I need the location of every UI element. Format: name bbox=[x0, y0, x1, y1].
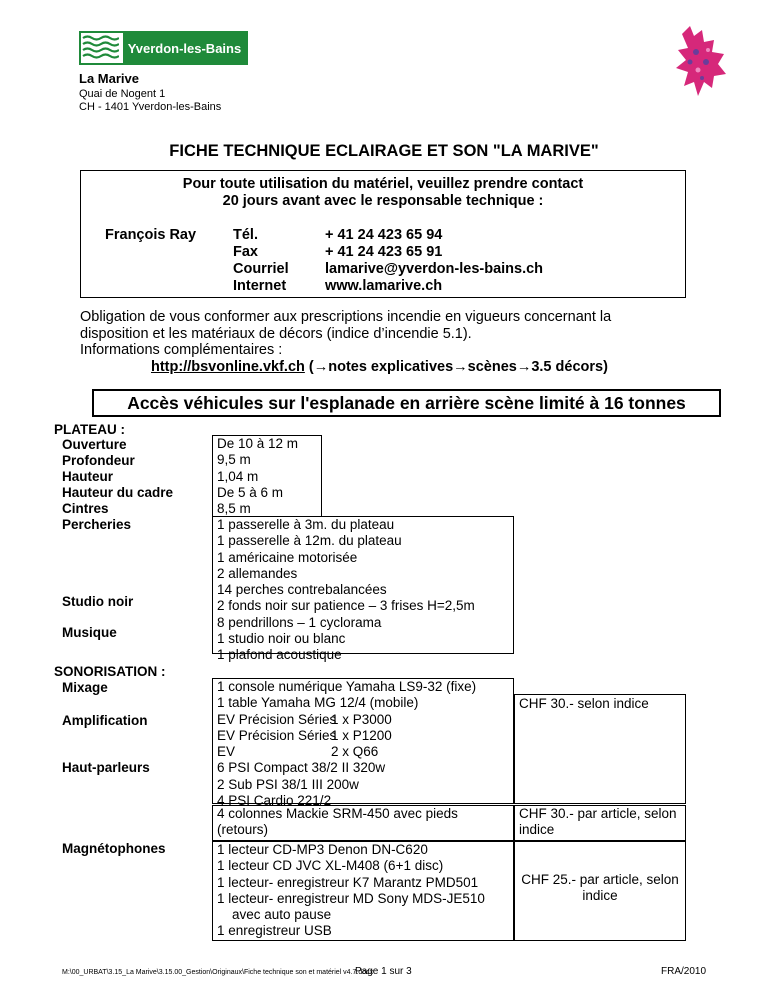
price-3-line-1: CHF 25.- par article, selon bbox=[521, 872, 679, 887]
list-item: 2 fonds noir sur patience – 3 frises H=2,5m bbox=[217, 598, 475, 614]
plateau-equipment-cell bbox=[212, 516, 514, 663]
hauteur-cadre-label: Hauteur du cadre bbox=[62, 485, 174, 500]
obligation-line-2: disposition et les matériaux de décors (indice d’incendie 5.1). bbox=[80, 326, 472, 342]
website-value: www.lamarive.ch bbox=[325, 278, 443, 294]
haut-parleurs-label: Haut-parleurs bbox=[62, 760, 150, 775]
address-line-1: Quai de Nogent 1 bbox=[79, 88, 166, 100]
contact-intro-line-1: Pour toute utilisation du matériel, veuillez prendre contact bbox=[182, 176, 584, 192]
contact-box bbox=[80, 170, 686, 298]
ampli-qty: 1 x P3000 bbox=[331, 711, 392, 727]
price-cell-3 bbox=[514, 841, 686, 941]
cintres-label: Cintres bbox=[62, 501, 109, 516]
ouverture-label: Ouverture bbox=[62, 437, 127, 452]
list-item bbox=[217, 712, 513, 728]
musique-label: Musique bbox=[62, 625, 117, 640]
ampli-qty: 1 x P1200 bbox=[331, 727, 392, 743]
list-item: (retours) bbox=[217, 822, 269, 838]
list-item: 14 perches contrebalancées bbox=[217, 582, 387, 598]
price-2-line-2: indice bbox=[519, 822, 555, 838]
email-label: Courriel bbox=[233, 261, 289, 277]
price-cell-2 bbox=[514, 805, 686, 841]
list-item: 2 allemandes bbox=[217, 565, 298, 581]
fax-label: Fax bbox=[233, 244, 258, 260]
sono-equipment-cell bbox=[212, 678, 514, 809]
magnetophones-cell bbox=[212, 841, 514, 941]
info-reference bbox=[151, 359, 608, 375]
profondeur-label: Profondeur bbox=[62, 453, 135, 468]
list-item bbox=[217, 728, 513, 744]
list-item: 1 table Yamaha MG 12/4 (mobile) bbox=[217, 695, 419, 711]
access-notice: Accès véhicules sur l'esplanade en arrière scène limité à 16 tonnes bbox=[92, 389, 721, 417]
list-item: 1 enregistreur USB bbox=[217, 923, 332, 939]
mixage-label: Mixage bbox=[62, 680, 108, 695]
price-2-line-1: CHF 30.- par article, selon bbox=[519, 806, 677, 821]
ouverture-value: De 10 à 12 m bbox=[217, 436, 299, 451]
list-item bbox=[217, 744, 513, 760]
amplification-label: Amplification bbox=[62, 713, 148, 728]
mascot-figure-icon bbox=[668, 22, 738, 106]
list-item: 1 lecteur- enregistreur K7 Marantz PMD501 bbox=[217, 874, 479, 890]
vkf-link[interactable]: http://bsvonline.vkf.ch bbox=[151, 359, 305, 375]
list-item: 1 lecteur CD-MP3 Denon DN-C620 bbox=[217, 842, 428, 857]
profondeur-value: 9,5 m bbox=[217, 452, 251, 468]
list-item: 1 passerelle à 3m. du plateau bbox=[217, 517, 395, 532]
plateau-values-cell bbox=[212, 435, 322, 517]
address-line-2: CH - 1401 Yverdon-les-Bains bbox=[79, 101, 222, 113]
footer-file-path: M:\00_URBAT\3.15_La Marive\3.15.00_Gestion\Originaux\Fiche technique son et matériel v4.7.docx bbox=[62, 969, 374, 976]
city-logo bbox=[79, 31, 248, 65]
list-item: 8 pendrillons – 1 cyclorama bbox=[217, 614, 382, 630]
list-item: 1 lecteur CD JVC XL-M408 (6+1 disc) bbox=[217, 858, 444, 874]
percheries-label: Percheries bbox=[62, 517, 132, 532]
list-item: 6 PSI Compact 38/2 II 320w bbox=[217, 760, 386, 776]
website-label: Internet bbox=[233, 278, 287, 294]
list-item: avec auto pause bbox=[232, 907, 332, 923]
hauteur-value: 1,04 m bbox=[217, 468, 259, 484]
plateau-heading: PLATEAU : bbox=[54, 422, 125, 437]
cintres-value: 8,5 m bbox=[217, 501, 251, 517]
ampli-name: EV Précision Séries bbox=[217, 711, 337, 727]
magnetophones-label: Magnétophones bbox=[62, 841, 166, 856]
contact-intro-line-2: 20 jours avant avec le responsable technique : bbox=[222, 193, 544, 209]
link-suffix: (→notes explicatives→scènes→3.5 décors) bbox=[304, 359, 608, 375]
obligation-line-1: Obligation de vous conformer aux prescriptions incendie en vigueurs concernant la bbox=[80, 309, 612, 325]
hauteur-cadre-value: De 5 à 6 m bbox=[217, 484, 284, 500]
list-item: 4 colonnes Mackie SRM-450 avec pieds bbox=[217, 806, 458, 821]
list-item: 1 console numérique Yamaha LS9-32 (fixe) bbox=[217, 679, 477, 694]
phone-value: + 41 24 423 65 94 bbox=[325, 227, 443, 243]
document-title: FICHE TECHNIQUE ECLAIRAGE ET SON "LA MARIVE" bbox=[169, 142, 599, 160]
ampli-qty: 2 x Q66 bbox=[331, 744, 379, 760]
price-1: CHF 30.- selon indice bbox=[519, 696, 649, 711]
logo-text: Yverdon-les-Bains bbox=[123, 33, 246, 63]
colonnes-cell bbox=[212, 805, 514, 841]
hauteur-label: Hauteur bbox=[62, 469, 114, 484]
price-3-line-2: indice bbox=[582, 888, 618, 904]
list-item: 1 américaine motorisée bbox=[217, 549, 358, 565]
sonorisation-heading: SONORISATION : bbox=[54, 664, 166, 679]
organization-name: La Marive bbox=[79, 71, 139, 86]
price-cell-1 bbox=[514, 694, 686, 804]
list-item: 1 lecteur- enregistreur MD Sony MDS-JE510 bbox=[217, 890, 485, 906]
list-item: 4 PSI Cardio 221/2 bbox=[217, 793, 332, 809]
obligation-line-3: Informations complémentaires : bbox=[80, 342, 283, 358]
list-item: 1 studio noir ou blanc bbox=[217, 631, 346, 647]
footer-reference: FRA/2010 bbox=[661, 966, 707, 977]
list-item: 1 plafond acoustique bbox=[217, 647, 342, 663]
studio-noir-label: Studio noir bbox=[62, 594, 134, 609]
list-item: 1 passerelle à 12m. du plateau bbox=[217, 533, 402, 549]
ampli-name: EV bbox=[217, 744, 236, 760]
page-number: Page 1 sur 3 bbox=[355, 966, 412, 977]
list-item: 2 Sub PSI 38/1 III 200w bbox=[217, 776, 359, 792]
contact-person: François Ray bbox=[105, 227, 197, 243]
email-value: lamarive@yverdon-les-bains.ch bbox=[325, 261, 544, 277]
waves-icon bbox=[81, 33, 123, 63]
phone-label: Tél. bbox=[233, 227, 258, 243]
fax-value: + 41 24 423 65 91 bbox=[325, 244, 443, 260]
ampli-name: EV Précision Séries bbox=[217, 727, 337, 743]
